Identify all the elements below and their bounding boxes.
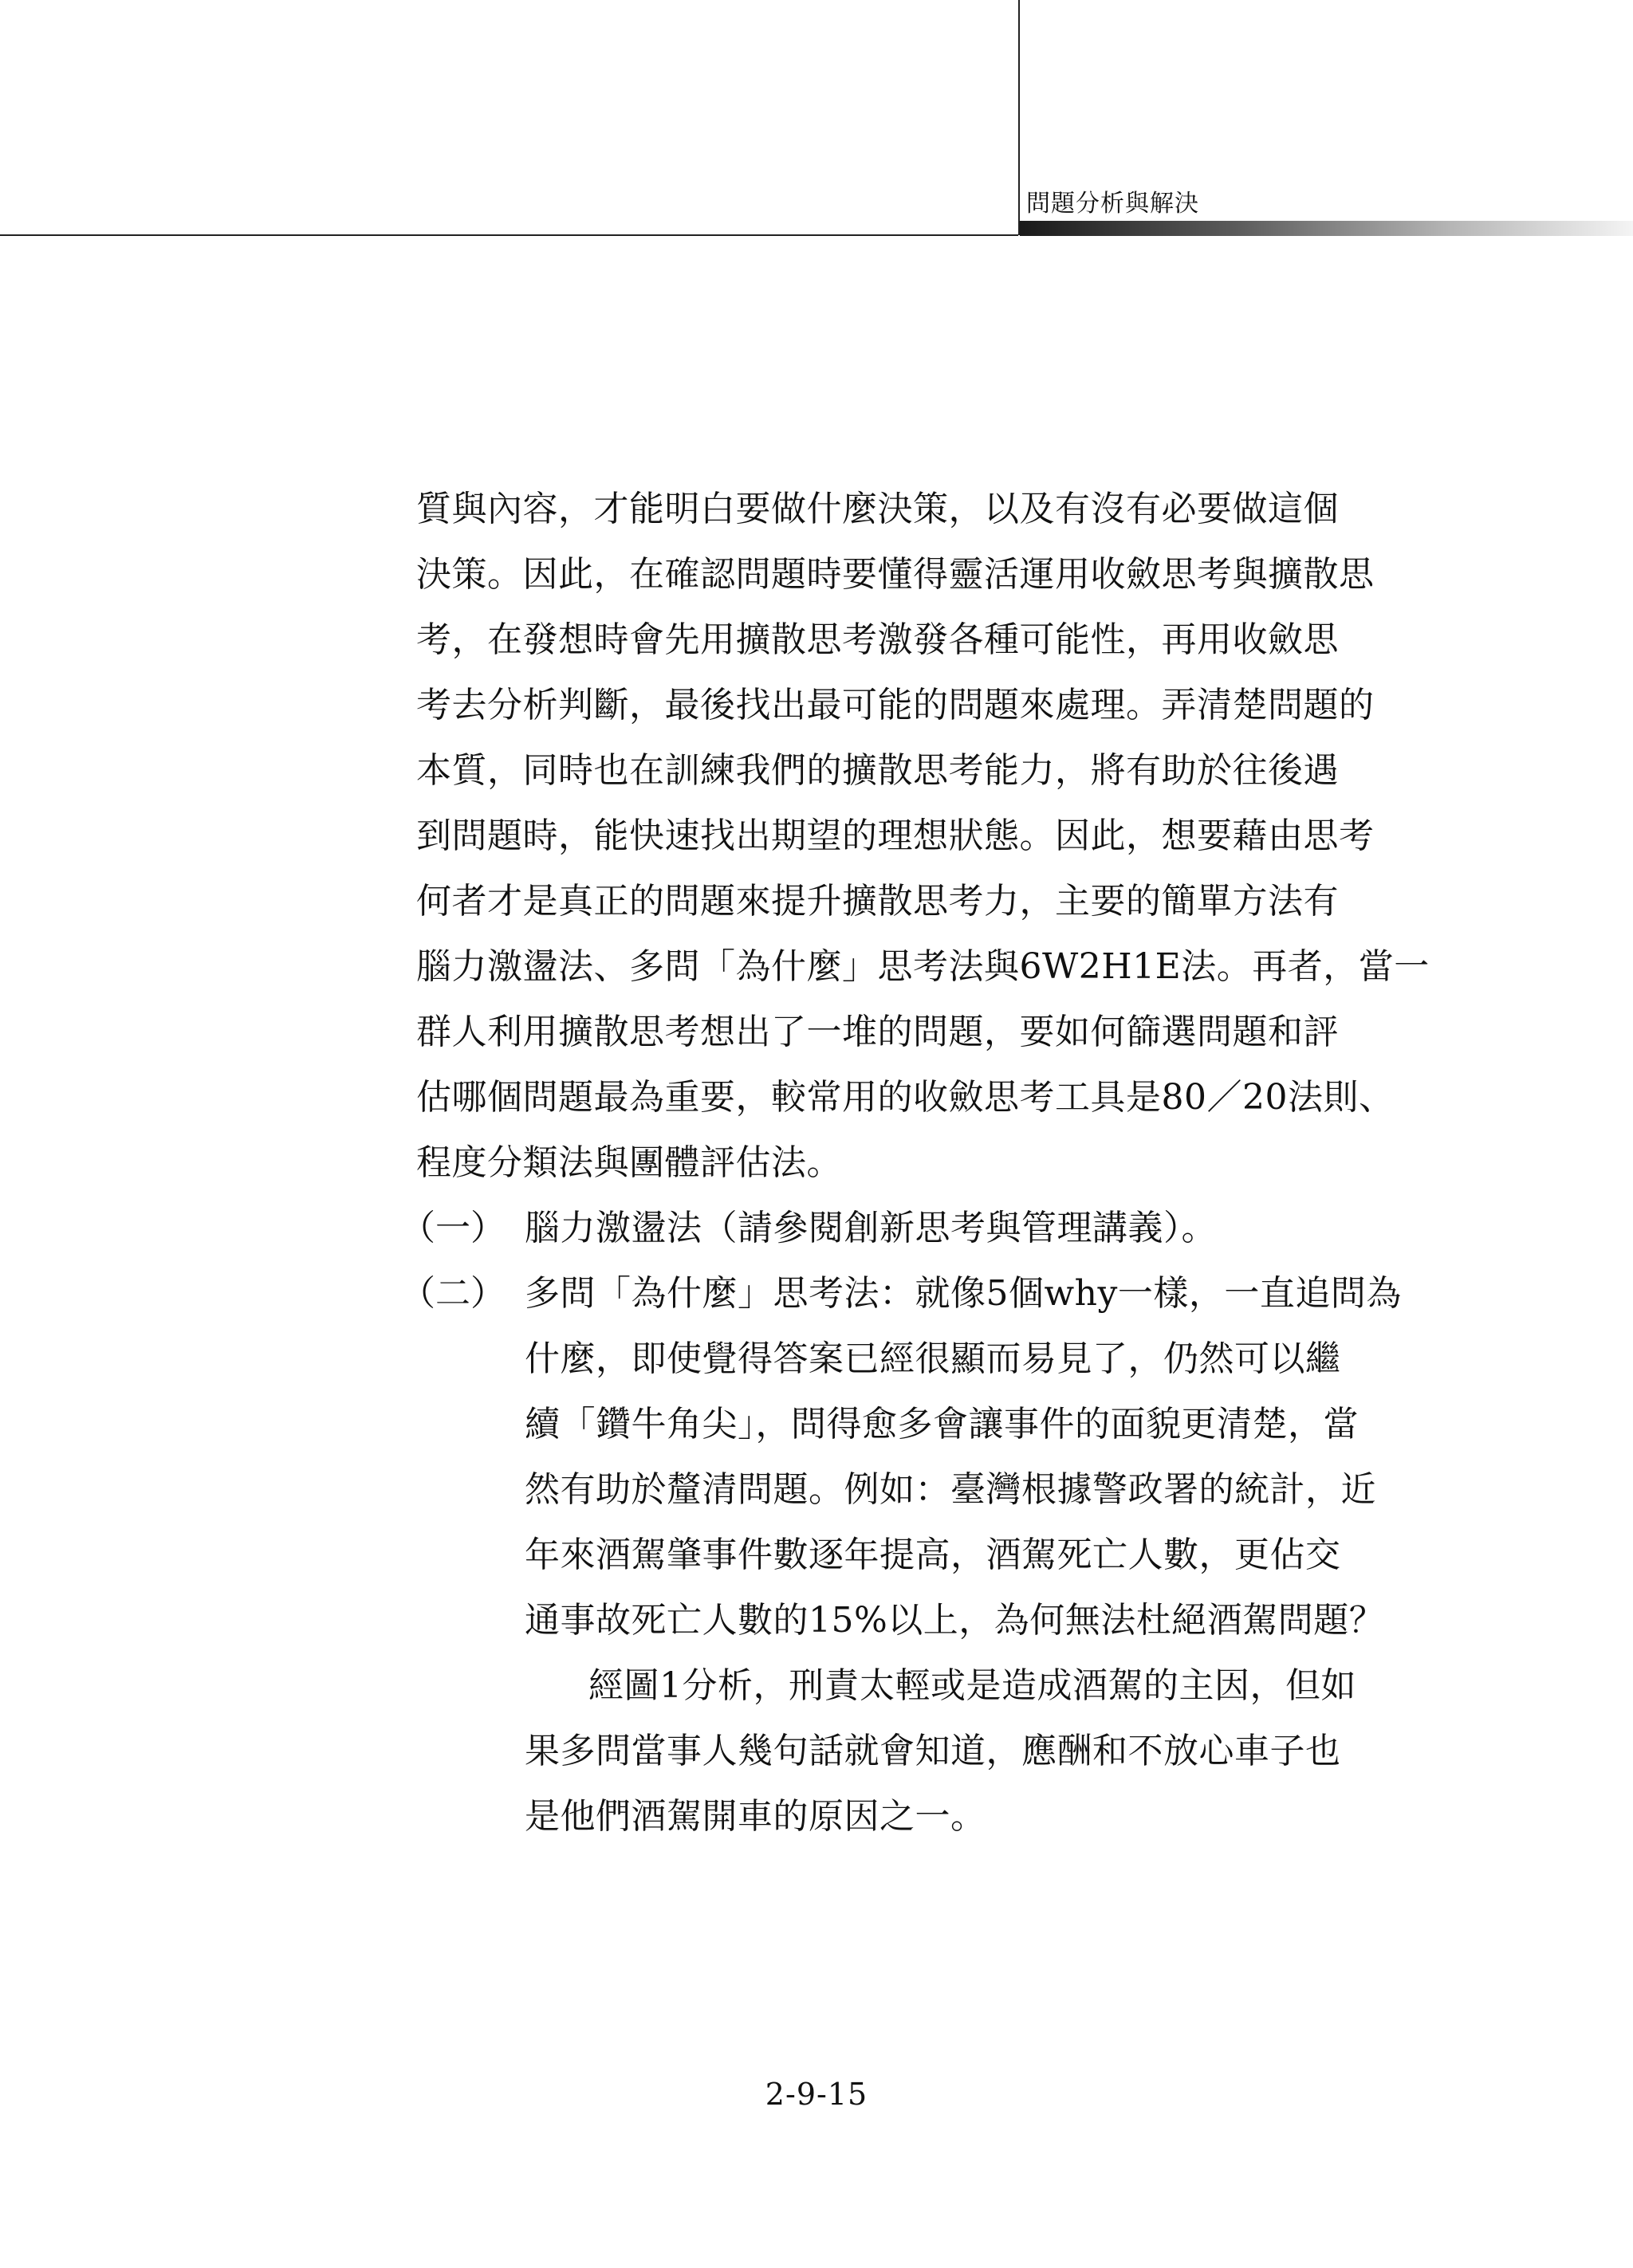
list-item-1 bbox=[400, 1196, 1356, 1261]
page-number: 2-9-15 bbox=[765, 2077, 868, 2112]
list-item-1-text: 腦力激盪法（請參閱創新思考與管理講義）。 bbox=[525, 1208, 1217, 1248]
body-line: 考去分析判斷，最後找出最可能的問題來處理。弄清楚問題的 bbox=[416, 685, 1375, 725]
list-item-2-marker: （二） bbox=[400, 1273, 506, 1314]
list-item-2-para2-line: 果多問當事人幾句話就會知道，應酬和不放心車子也 bbox=[525, 1731, 1341, 1771]
body-line: 決策。因此，在確認問題時要懂得靈活運用收斂思考與擴散思 bbox=[416, 554, 1375, 595]
header-gradient-bar bbox=[1020, 221, 1633, 236]
body-line: 到問題時，能快速找出期望的理想狀態。因此，想要藉由思考 bbox=[416, 816, 1375, 856]
list-item-2-para2-line: 是他們酒駕開車的原因之一。 bbox=[525, 1796, 986, 1837]
running-title: 問題分析與解決 bbox=[1026, 190, 1199, 218]
list-item-1-marker: （一） bbox=[400, 1208, 506, 1248]
list-item-2-para2-first-line: 經圖1分析，刑責太輕或是造成酒駕的主因，但如 bbox=[588, 1665, 1356, 1706]
body-text bbox=[400, 477, 1430, 1849]
body-line: 程度分類法與團體評估法。 bbox=[416, 1142, 842, 1183]
body-line: 質與內容，才能明白要做什麼決策，以及有沒有必要做這個 bbox=[416, 489, 1339, 529]
header-horizontal-rule bbox=[0, 234, 1018, 236]
list-item-2-line: 續「鑽牛角尖」，問得愈多會讓事件的面貌更清楚，當 bbox=[525, 1404, 1359, 1445]
body-line: 群人利用擴散思考想出了一堆的問題，要如何篩選問題和評 bbox=[416, 1012, 1339, 1052]
body-line: 何者才是真正的問題來提升擴散思考力，主要的簡單方法有 bbox=[416, 881, 1339, 922]
list-item-2 bbox=[400, 1261, 1402, 1327]
body-line: 腦力激盪法、多問「為什麼」思考法與6W2H1E法。再者，當一 bbox=[416, 946, 1430, 987]
body-line: 考，在發想時會先用擴散思考激發各種可能性，再用收斂思 bbox=[416, 619, 1339, 660]
list-item-2-line: 什麼，即使覺得答案已經很顯而易見了，仍然可以繼 bbox=[525, 1338, 1341, 1379]
list-item-2-first-line: 多問「為什麼」思考法：就像5個why一樣，一直追問為 bbox=[525, 1273, 1402, 1314]
list-item-2-line: 然有助於釐清問題。例如：臺灣根據警政署的統計，近 bbox=[525, 1469, 1376, 1510]
list-item-2-line: 年來酒駕肇事件數逐年提高，酒駕死亡人數，更佔交 bbox=[525, 1535, 1341, 1575]
body-line: 本質，同時也在訓練我們的擴散思考能力，將有助於往後遇 bbox=[416, 750, 1339, 791]
list-item-2-line: 通事故死亡人數的15%以上，為何無法杜絕酒駕問題？ bbox=[525, 1600, 1385, 1641]
body-line: 估哪個問題最為重要，較常用的收斂思考工具是80／20法則、 bbox=[416, 1077, 1395, 1118]
header-vertical-rule bbox=[1018, 0, 1020, 235]
